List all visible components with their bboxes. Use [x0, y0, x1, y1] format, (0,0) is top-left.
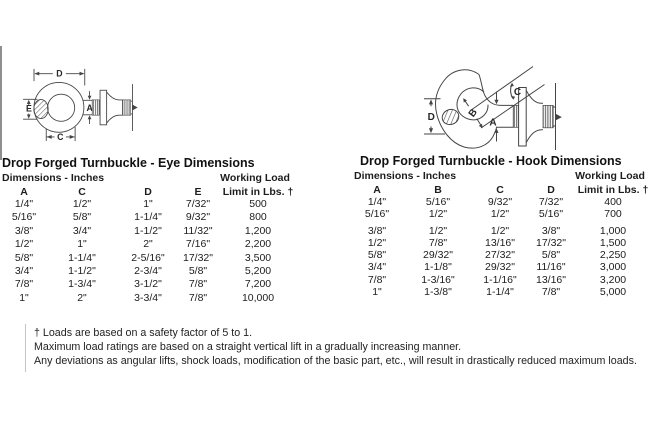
eye-thread-section	[92, 100, 99, 115]
column-header: D	[144, 186, 152, 198]
cell: 2"	[77, 291, 87, 304]
hook-dim-label-d: D	[427, 111, 435, 123]
cell: 3/8"	[14, 224, 34, 237]
table-row	[2, 278, 298, 291]
body-thread-boss	[543, 105, 553, 127]
cell: 700	[604, 208, 622, 221]
column-header: C	[78, 186, 86, 198]
hook-thread-section	[513, 105, 518, 127]
cell: 13/16"	[484, 236, 515, 249]
body-top-curve	[526, 91, 543, 104]
cell: 7/32"	[538, 196, 564, 208]
eye-dim-label-e: E	[26, 103, 32, 114]
table-row	[352, 274, 650, 286]
eye-dim-label-a: A	[86, 102, 93, 113]
cell: 1-1/4"	[134, 211, 162, 224]
table-row	[352, 286, 650, 298]
eye-table-subheader	[2, 173, 298, 186]
direction-arrow	[555, 113, 562, 120]
cell: 2-3/4"	[134, 265, 162, 278]
table-row	[2, 225, 298, 238]
cell: 1,000	[599, 224, 627, 237]
hook-turnbuckle-diagram	[420, 55, 568, 155]
cell: 7/32"	[185, 198, 211, 210]
cell: 5/16"	[425, 196, 451, 208]
cell: 7/8"	[428, 236, 448, 249]
cell: 7/8"	[188, 278, 208, 291]
cell: 3-3/4"	[134, 291, 162, 304]
cell: 2,200	[244, 238, 272, 251]
cell: 1/2"	[14, 238, 34, 251]
cell: 5/16"	[11, 211, 37, 224]
cell: 1/2"	[428, 224, 448, 237]
cell: 5/8"	[14, 251, 34, 264]
cell: 1/2"	[367, 236, 387, 249]
cell: 800	[249, 211, 267, 224]
body-thread-boss	[122, 100, 130, 115]
direction-arrow	[132, 104, 138, 110]
table-row	[352, 225, 650, 237]
cell: 9/32"	[487, 196, 513, 208]
hook-dimensions-table	[352, 153, 650, 298]
cell: 1"	[19, 291, 29, 304]
body-flange	[100, 90, 107, 125]
cell: 7,200	[244, 278, 272, 291]
cell: 1/2"	[72, 198, 92, 210]
cell: 3/8"	[541, 224, 561, 237]
body-top-curve	[107, 92, 123, 100]
scan-artifact-line	[0, 46, 2, 160]
working-load-header: Working Load	[575, 170, 645, 182]
cell: 5/8"	[367, 249, 387, 262]
table-row	[352, 249, 650, 261]
cell: 1/2"	[490, 208, 510, 221]
eye-table-column-headers	[2, 186, 298, 198]
cell: 7/8"	[188, 291, 208, 304]
hook-table-title: Drop Forged Turnbuckle - Hook Dimensions	[360, 154, 622, 168]
cell: 7/8"	[14, 278, 34, 291]
cell: 500	[249, 198, 267, 210]
cell: 5,200	[244, 265, 272, 278]
cell: 1"	[143, 198, 153, 210]
cell: 3/4"	[72, 224, 92, 237]
cell: 3,000	[599, 261, 627, 274]
eye-table-title: Drop Forged Turnbuckle - Eye Dimensions	[2, 156, 255, 170]
cell: 29/32"	[422, 249, 453, 262]
cell: 1/2"	[428, 208, 448, 221]
table-row	[2, 211, 298, 224]
column-header: A	[20, 186, 28, 198]
cell: 1/4"	[367, 196, 387, 208]
cell: 7/8"	[367, 273, 387, 286]
eye-dim-label-c: C	[57, 131, 64, 142]
footnote-safety-factor: † Loads are based on a safety factor of 5 to 1.	[34, 327, 253, 339]
cell: 1,500	[599, 236, 627, 249]
cell: 3,200	[599, 273, 627, 286]
footnote-deviations: Any deviations as angular lifts, shock loads, modification of the basic part, etc., will result in drastically reduced maximum loads.	[34, 355, 637, 367]
table-row	[2, 265, 298, 278]
cell: 17/32"	[535, 236, 566, 249]
footnotes	[25, 324, 637, 372]
hook-table-subheader	[352, 171, 650, 184]
cell: 5/16"	[364, 208, 390, 221]
throat-construction-lines	[471, 67, 545, 129]
cell: 3/4"	[367, 261, 387, 274]
hook-table-column-headers	[352, 184, 650, 196]
cell: 7/8"	[541, 286, 561, 299]
cell: 1"	[372, 286, 382, 299]
cell: 5/8"	[72, 211, 92, 224]
cell: 1-1/8"	[424, 261, 452, 274]
cell: 1-1/16"	[483, 273, 517, 286]
cell: 2"	[143, 238, 153, 251]
cell: 1-3/4"	[68, 278, 96, 291]
table-row	[2, 252, 298, 265]
footnote-load-ratings: Maximum load ratings are based on a straight vertical lift in a gradually increasing manner.	[34, 341, 462, 353]
body-bottom-curve	[526, 130, 543, 143]
working-load-header: Working Load	[220, 172, 290, 184]
table-row	[352, 237, 650, 249]
table-row	[352, 196, 650, 208]
cell: 2-5/16"	[131, 251, 165, 264]
cell: 3/4"	[14, 265, 34, 278]
cell: 3-1/2"	[134, 278, 162, 291]
cell: 1"	[77, 238, 87, 251]
eye-dim-label-d: D	[56, 68, 63, 79]
cell: 17/32"	[182, 251, 213, 264]
cell: 3,500	[244, 251, 272, 264]
cell: 9/32"	[185, 211, 211, 224]
load-limit-header: Limit in Lbs. †	[222, 186, 294, 198]
cell: 400	[604, 196, 622, 208]
hook-dim-label-a: A	[489, 117, 497, 129]
eye-turnbuckle-diagram	[20, 55, 160, 150]
column-header: E	[194, 186, 202, 198]
cell: 1/2"	[490, 224, 510, 237]
hook-outer-curve	[436, 70, 514, 148]
column-header: D	[547, 184, 555, 196]
cell: 1/4"	[14, 198, 34, 210]
eye-dimensions-table	[2, 155, 298, 305]
dimensions-inches-header: Dimensions - Inches	[2, 172, 105, 184]
cell: 27/32"	[484, 249, 515, 262]
cell: 1-1/4"	[486, 286, 514, 299]
cell: 5/16"	[538, 208, 564, 221]
hook-dim-label-c: C	[513, 87, 522, 98]
cell: 1-1/2"	[134, 224, 162, 237]
cell: 11/32"	[183, 224, 213, 237]
table-row	[352, 261, 650, 273]
eye-inner-circle	[48, 94, 75, 121]
column-header: B	[434, 184, 442, 196]
cell: 5/8"	[188, 265, 208, 278]
hook-dim-label-b: B	[466, 107, 480, 120]
cell: 5/8"	[541, 249, 561, 262]
cell: 11/16"	[536, 261, 566, 274]
cell: 1-3/8"	[424, 286, 452, 299]
dimensions-inches-header: Dimensions - Inches	[354, 170, 457, 182]
cell: 5,000	[599, 286, 627, 299]
cell: 29/32"	[484, 261, 515, 274]
cell: 7/16"	[185, 238, 211, 251]
table-row	[352, 208, 650, 220]
eye-section-hatch	[34, 100, 48, 119]
cell: 13/16"	[535, 273, 566, 286]
table-row	[2, 238, 298, 251]
cell: 2,250	[599, 249, 627, 262]
load-limit-header: Limit in Lbs. †	[577, 184, 649, 196]
column-header: A	[373, 184, 381, 196]
body-bottom-curve	[107, 115, 123, 123]
table-row	[2, 292, 298, 305]
table-row	[2, 198, 298, 211]
cell: 1-3/16"	[421, 273, 455, 286]
cell: 1,200	[244, 224, 272, 237]
cell: 1-1/2"	[68, 265, 96, 278]
cell: 3/8"	[367, 224, 387, 237]
cell: 1-1/4"	[68, 251, 96, 264]
cell: 10,000	[241, 291, 275, 304]
column-header: C	[496, 184, 504, 196]
